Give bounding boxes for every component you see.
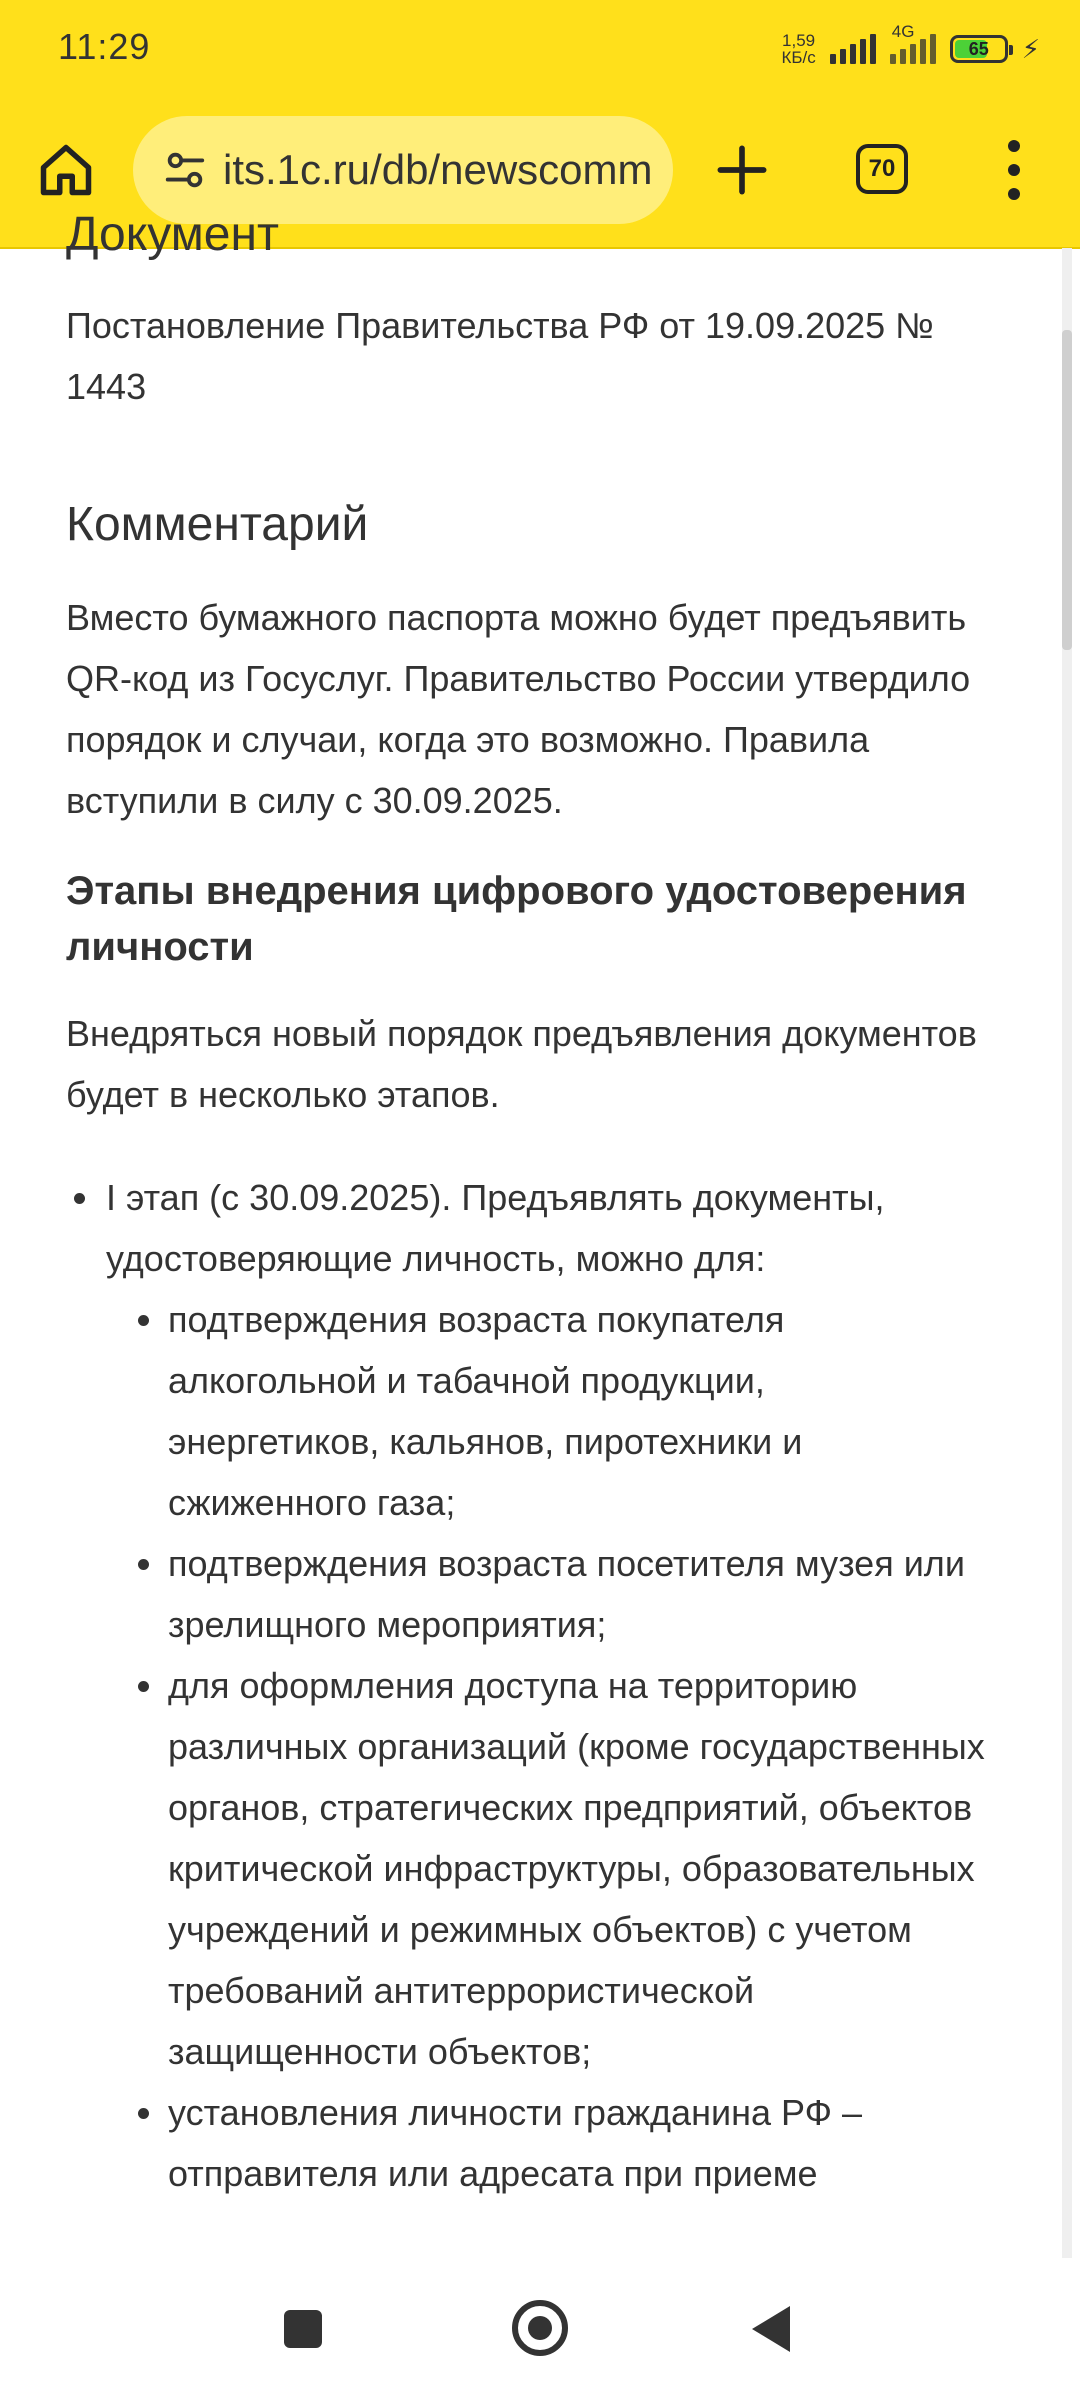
- document-heading: Документ: [66, 208, 279, 261]
- recents-icon[interactable]: [284, 2310, 322, 2348]
- stage1-sublist: [106, 1289, 986, 2204]
- url-text[interactable]: its.1c.ru/db/newscomm: [223, 146, 653, 193]
- tabs-switcher-button[interactable]: [856, 144, 908, 194]
- status-time: 11:29: [58, 26, 151, 67]
- stages-heading: Этапы внедрения цифрового удостоверения личности: [66, 869, 967, 969]
- list-item: для оформления доступа на территорию различных организаций (кроме государственных органов, стратегических предприятий, объектов критической инфраструктуры, образовательных учреждений и режимных объектов) с учетом требований антитеррористической защищенности объектов;: [106, 1655, 986, 2082]
- menu-dot-icon: [1008, 164, 1020, 176]
- scrollbar-thumb[interactable]: [1062, 330, 1072, 650]
- plus-icon: [716, 144, 768, 196]
- battery-icon: [950, 35, 1008, 63]
- stage1-text: I этап (с 30.09.2025). Предъявлять документы, удостоверяющие личность, можно для:: [106, 1177, 885, 1279]
- network-gen: [890, 22, 936, 64]
- home-nav-icon[interactable]: [512, 2300, 568, 2356]
- new-tab-button[interactable]: [706, 134, 778, 206]
- more-menu-button[interactable]: [990, 140, 1038, 200]
- list-item: установления личности гражданина РФ – отправителя или адресата при приеме: [106, 2082, 986, 2204]
- network-speed: [781, 32, 815, 66]
- site-settings-icon[interactable]: [155, 147, 215, 193]
- network-speed-value: 1,59: [782, 31, 816, 50]
- home-button[interactable]: [30, 134, 102, 206]
- signal-icon: [830, 34, 876, 64]
- list-item: подтверждения возраста покупателя алкогольной и табачной продукции, энергетиков, кальянов, пиротехники и сжиженного газа;: [106, 1289, 986, 1533]
- comment-heading: Комментарий: [66, 498, 369, 551]
- network-speed-unit: КБ/с: [781, 48, 816, 67]
- comment-text: Вместо бумажного паспорта можно будет предъявить QR-код из Госуслуг. Правительство России утвердило порядок и случаи, когда это возможно. Правила вступили в силу с 30.09.2025.: [66, 597, 971, 821]
- status-indicators: [781, 22, 1040, 72]
- menu-dot-icon: [1008, 188, 1020, 200]
- system-nav-bar: [0, 2268, 1080, 2400]
- status-bar: [0, 0, 1080, 100]
- list-item: подтверждения возраста посетителя музея или зрелищного мероприятия;: [106, 1533, 986, 1655]
- home-icon: [36, 140, 96, 200]
- network-gen-label: 4G: [891, 22, 915, 41]
- list-item: [66, 1167, 986, 2204]
- page-content[interactable]: [0, 208, 1080, 2267]
- stages-text: Внедряться новый порядок предъявления документов будет в несколько этапов.: [66, 1013, 977, 1115]
- stages-list: [66, 1167, 986, 2204]
- back-icon[interactable]: [752, 2306, 790, 2352]
- tabs-count: 70: [868, 155, 896, 182]
- battery-level: 65: [968, 38, 989, 59]
- document-text: Постановление Правительства РФ от 19.09.2025 № 1443: [66, 305, 934, 407]
- charging-icon: ⚡: [1021, 33, 1040, 64]
- menu-dot-icon: [1008, 140, 1020, 152]
- signal-4g-icon: [890, 34, 936, 64]
